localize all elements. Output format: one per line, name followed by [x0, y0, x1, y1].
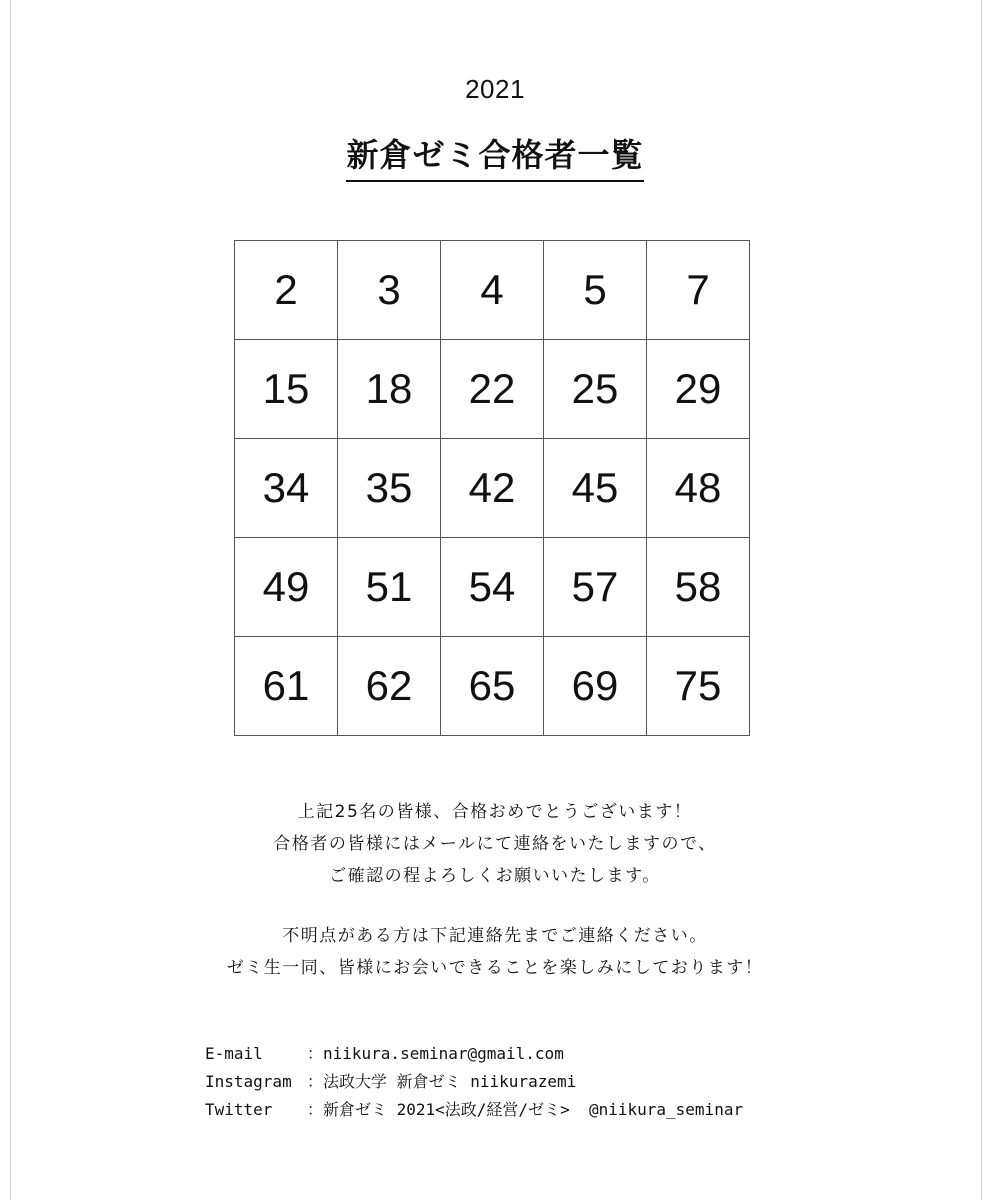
passer-number-cell: 29: [647, 340, 750, 439]
passer-number-cell: 65: [441, 637, 544, 736]
instagram-account: ：法政大学 新倉ゼミ niikurazemi: [307, 1072, 577, 1091]
passer-number-cell: 58: [647, 538, 750, 637]
passer-number-cell: 45: [544, 439, 647, 538]
passer-number-cell: 5: [544, 241, 647, 340]
message-line: 上記25名の皆様、合格おめでとうございます！: [297, 802, 693, 822]
passer-number-cell: 69: [544, 637, 647, 736]
contact-row-email: [205, 1040, 743, 1068]
passer-number-cell: 62: [338, 637, 441, 736]
passer-number-cell: 48: [647, 439, 750, 538]
contact-label: Instagram: [205, 1072, 292, 1091]
passer-number-cell: 57: [544, 538, 647, 637]
passer-number-cell: 15: [235, 340, 338, 439]
contact-row-twitter: [205, 1096, 743, 1124]
message-line: 合格者の皆様にはメールにて連絡をいたしますので、: [273, 834, 717, 854]
passer-number-cell: 75: [647, 637, 750, 736]
passer-number-cell: 4: [441, 241, 544, 340]
grid-row: [235, 241, 750, 340]
passer-number-cell: 51: [338, 538, 441, 637]
title-container: [0, 130, 990, 182]
inquiry-message: [0, 920, 990, 984]
twitter-account: ：新倉ゼミ 2021<法政/経営/ゼミ> @niikura_seminar: [307, 1100, 744, 1119]
grid-row: [235, 340, 750, 439]
contact-row-instagram: [205, 1068, 743, 1096]
message-line: ご確認の程よろしくお願いいたします。: [329, 866, 661, 886]
contact-label: E-mail: [205, 1044, 263, 1063]
passer-number-cell: 3: [338, 241, 441, 340]
contact-info: [205, 1040, 743, 1124]
contact-label: Twitter: [205, 1100, 273, 1119]
congratulation-message: [0, 796, 990, 892]
email-address: ：niikura.seminar@gmail.com: [307, 1044, 564, 1063]
passer-number-cell: 61: [235, 637, 338, 736]
message-line: 不明点がある方は下記連絡先までご連絡ください。: [282, 926, 708, 946]
grid-row: [235, 439, 750, 538]
passer-number-cell: 49: [235, 538, 338, 637]
year-heading: 2021: [465, 74, 525, 104]
passer-number-cell: 7: [647, 241, 750, 340]
page-title: 新倉ゼミ合格者一覧: [346, 130, 643, 182]
passer-number-grid: [234, 240, 750, 736]
passer-number-cell: 22: [441, 340, 544, 439]
passer-number-cell: 34: [235, 439, 338, 538]
passer-number-cell: 18: [338, 340, 441, 439]
passer-number-cell: 54: [441, 538, 544, 637]
grid-row: [235, 538, 750, 637]
passer-number-cell: 35: [338, 439, 441, 538]
message-line: ゼミ生一同、皆様にお会いできることを楽しみにしております！: [226, 958, 764, 978]
passer-number-cell: 25: [544, 340, 647, 439]
passer-number-cell: 42: [441, 439, 544, 538]
passer-number-cell: 2: [235, 241, 338, 340]
grid-row: [235, 637, 750, 736]
